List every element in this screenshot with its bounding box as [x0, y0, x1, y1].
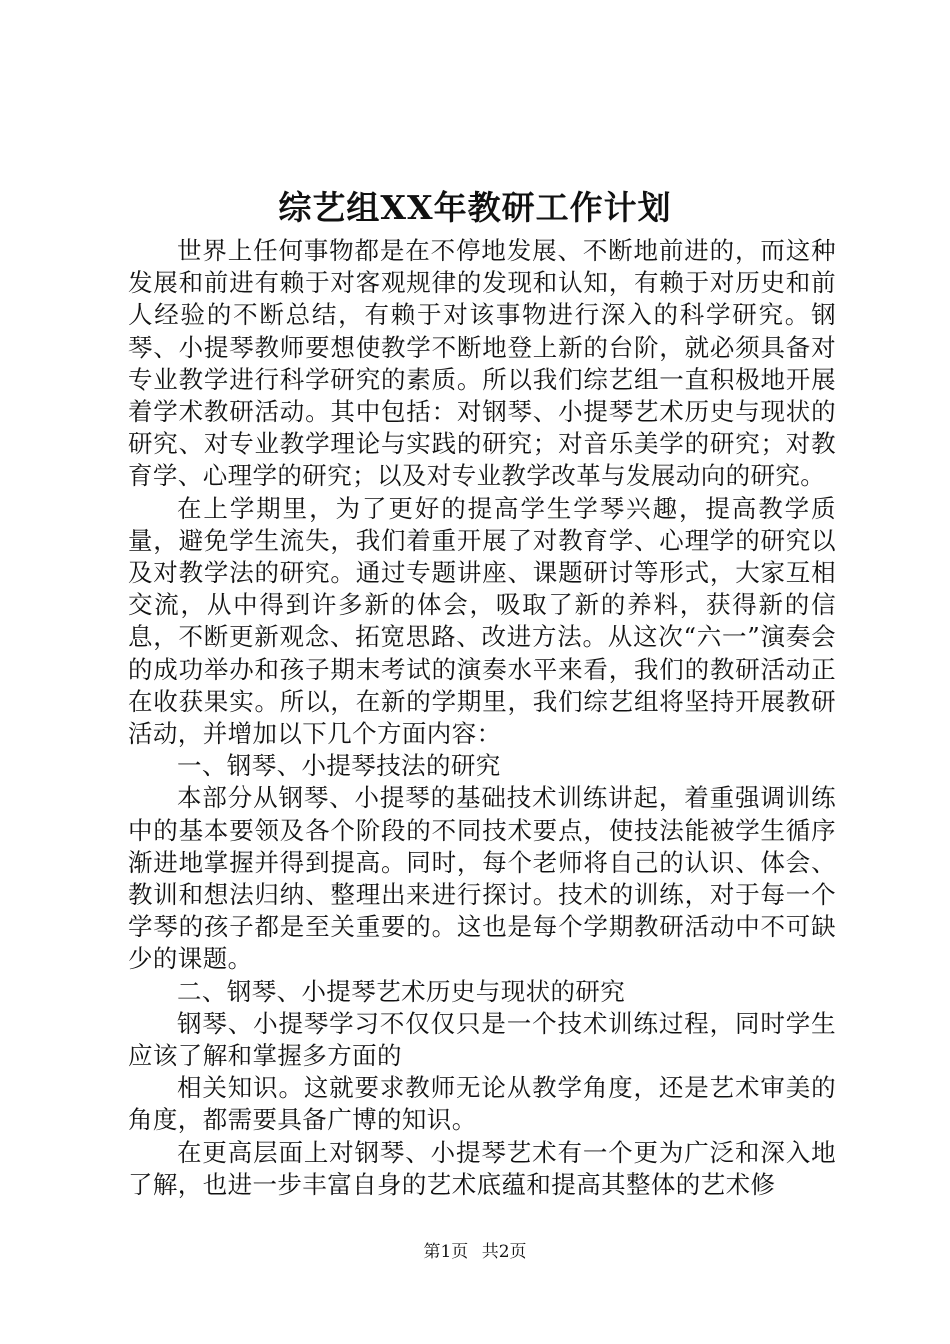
page-number: 第1页: [423, 1242, 469, 1262]
section-heading-2: 二、钢琴、小提琴艺术历史与现状的研究: [177, 976, 626, 1006]
document-title: 综艺组XX年教研工作计划: [278, 188, 672, 227]
paragraph-history-2: 相关知识。这就要求教师无论从教学角度，还是艺术审美的角度，都需要具备广博的知识。: [128, 1073, 836, 1135]
page-footer: [0, 1240, 950, 1264]
paragraph-technique: 本部分从钢琴、小提琴的基础技术训练讲起，着重强调训练中的基本要领及各个阶段的不同技术要点，使技法能被学生循序渐进地掌握并得到提高。同时，每个老师将自己的认识、体会、教训和想法归纳、整理出来进行探讨。技术的训练，对于每一个学琴的孩子都是至关重要的。这也是每个学期教研活动中不可缺少的课题。: [128, 783, 836, 974]
paragraph-last-term: 在上学期里，为了更好的提高学生学琴兴趣，提高教学质量，避免学生流失，我们着重开展了对教育学、心理学的研究以及对教学法的研究。通过专题讲座、课题研讨等形式，大家互相交流，从中得到许多新的体会，吸取了新的养料，获得新的信息，不断更新观念、拓宽思路、改进方法。从这次“六一”演奏会的成功举办和孩子期末考试的演奏水平来看，我们的教研活动正在收获果实。所以，在新的学期里，我们综艺组将坚持开展教研活动，并增加以下几个方面内容：: [128, 493, 836, 749]
paragraph-history-1: 钢琴、小提琴学习不仅仅只是一个技术训练过程，同时学生应该了解和掌握多方面的: [128, 1008, 836, 1071]
document-body: [128, 235, 836, 1201]
section-heading-1: 一、钢琴、小提琴技法的研究: [177, 751, 501, 781]
paragraph-intro: 世界上任何事物都是在不停地发展、不断地前进的，而这种发展和前进有赖于对客观规律的发现和认知，有赖于对历史和前人经验的不断总结，有赖于对该事物进行深入的科学研究。钢琴、小提琴教师要想使教学不断地登上新的台阶，就必须具备对专业教学进行科学研究的素质。所以我们综艺组一直积极地开展着学术教研活动。其中包括：对钢琴、小提琴艺术历史与现状的研究、对专业教学理论与实践的研究；对音乐美学的研究；对教育学、心理学的研究；以及对专业教学改革与发展动向的研究。: [128, 236, 836, 491]
paragraph-history-3: 在更高层面上对钢琴、小提琴艺术有一个更为广泛和深入地了解，也进一步丰富自身的艺术底蕴和提高其整体的艺术修: [128, 1137, 836, 1199]
page-total: 共2页: [481, 1242, 527, 1262]
